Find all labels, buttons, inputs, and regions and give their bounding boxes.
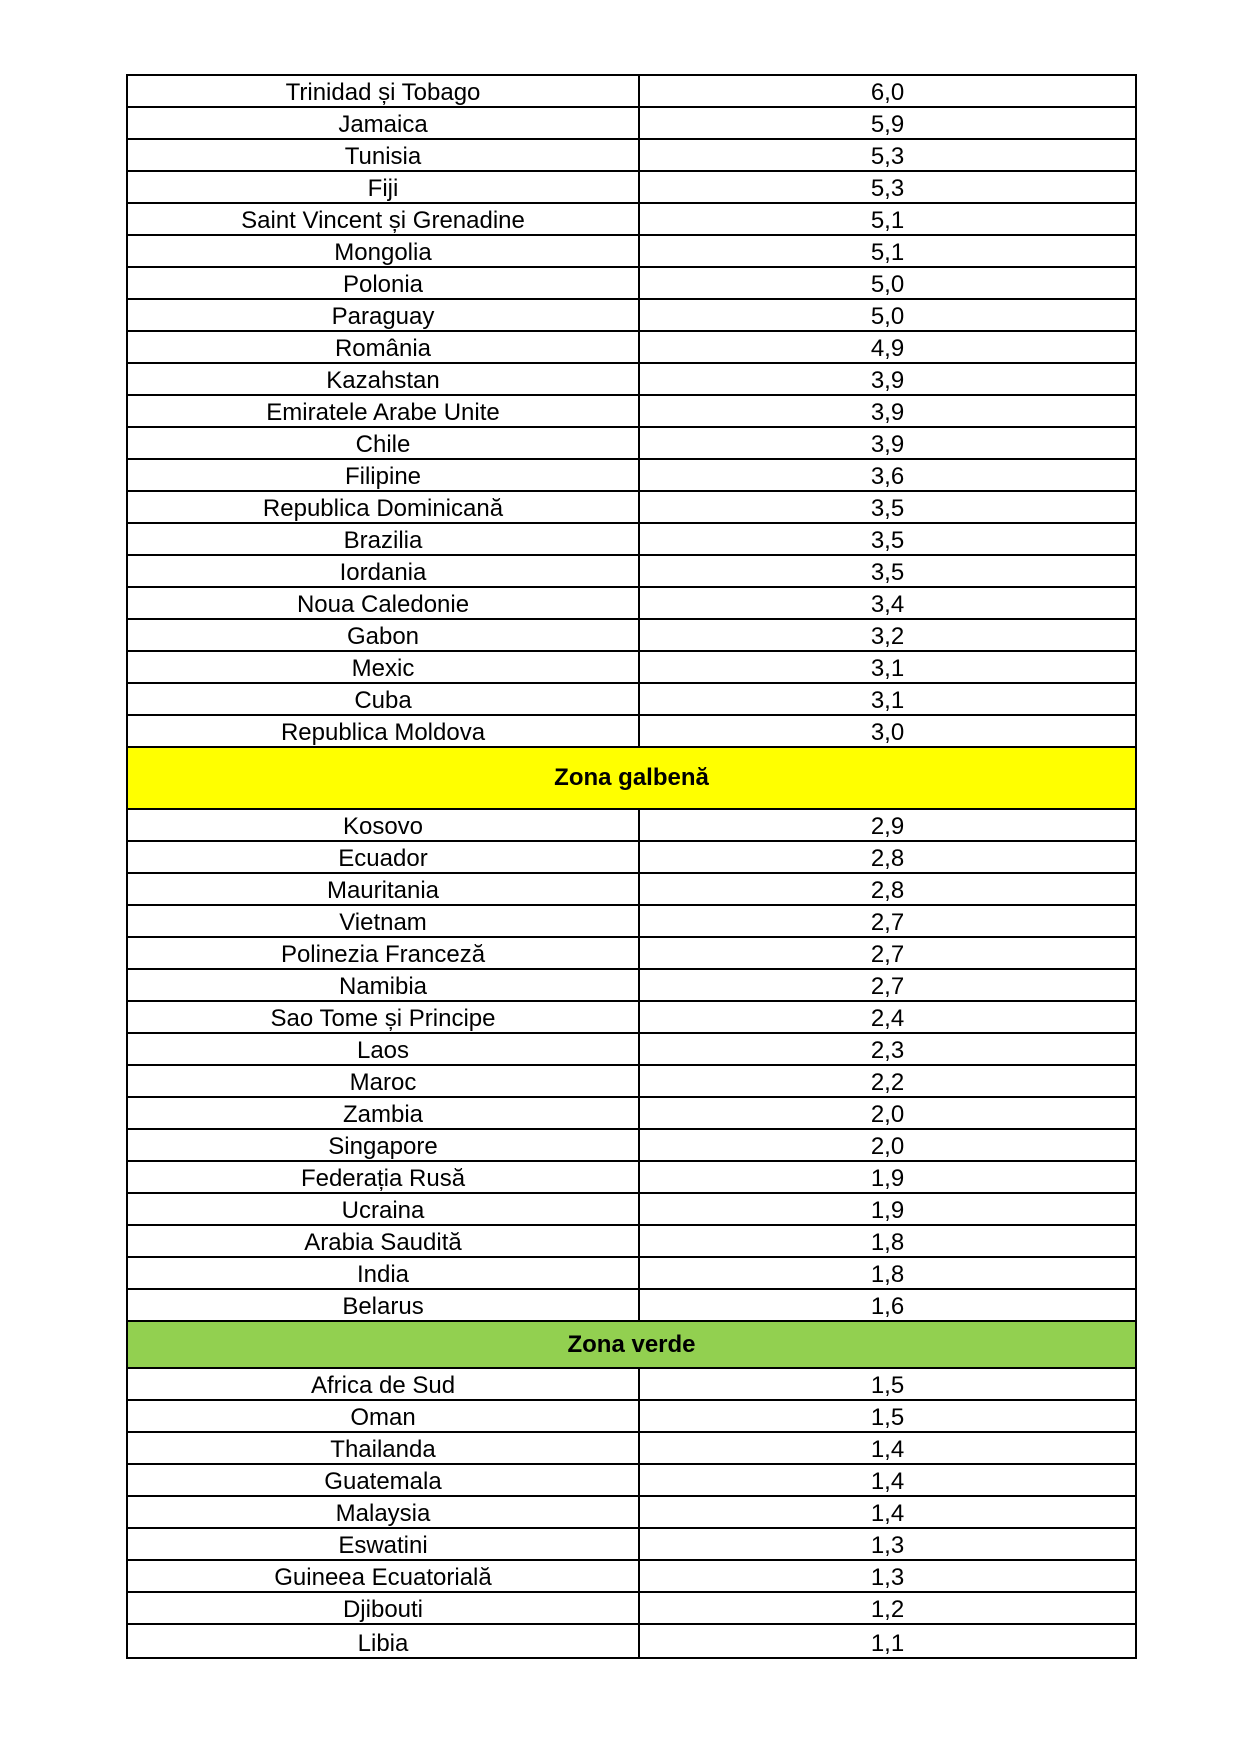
table-row	[128, 172, 1135, 204]
table-row	[128, 684, 1135, 716]
country-name: Malaysia	[128, 1497, 640, 1527]
incidence-value: 1,3	[870, 1564, 905, 1591]
table-row	[128, 1098, 1135, 1130]
table-row	[128, 588, 1135, 620]
country-name: Noua Caledonie	[128, 588, 640, 618]
incidence-value: 5,0	[870, 303, 905, 330]
incidence-value: 1,4	[870, 1468, 905, 1495]
country-name: Tunisia	[128, 140, 640, 170]
table-row	[128, 492, 1135, 524]
table-row	[128, 108, 1135, 140]
country-name: Polonia	[128, 268, 640, 298]
table-row	[128, 874, 1135, 906]
incidence-value: 3,0	[870, 719, 905, 746]
table-row	[128, 1290, 1135, 1322]
country-name: Namibia	[128, 970, 640, 1000]
incidence-value: 1,5	[870, 1404, 905, 1431]
table-row	[128, 1369, 1135, 1401]
country-name: Djibouti	[128, 1593, 640, 1623]
table-row	[128, 1130, 1135, 1162]
country-name: Libia	[128, 1625, 640, 1657]
table-row	[128, 970, 1135, 1002]
country-name: Mauritania	[128, 874, 640, 904]
table-row	[128, 1226, 1135, 1258]
table-row	[128, 1497, 1135, 1529]
country-name: Belarus	[128, 1290, 640, 1320]
incidence-value: 3,1	[870, 655, 905, 682]
country-name: Sao Tome și Principe	[128, 1002, 640, 1032]
country-name: România	[128, 332, 640, 362]
country-name: Filipine	[128, 460, 640, 490]
incidence-value: 2,7	[870, 941, 905, 968]
incidence-value: 1,9	[870, 1197, 905, 1224]
incidence-value: 5,3	[870, 143, 905, 170]
country-name: Ecuador	[128, 842, 640, 872]
country-name: Kosovo	[128, 810, 640, 840]
table-row	[128, 1066, 1135, 1098]
incidence-value: 2,7	[870, 973, 905, 1000]
table-row	[128, 1433, 1135, 1465]
incidence-value: 2,7	[870, 909, 905, 936]
country-name: Paraguay	[128, 300, 640, 330]
country-name: India	[128, 1258, 640, 1288]
incidence-value: 3,5	[870, 559, 905, 586]
table-row	[128, 428, 1135, 460]
table-row	[128, 1258, 1135, 1290]
table-row	[128, 842, 1135, 874]
table-row	[128, 236, 1135, 268]
incidence-value: 3,1	[870, 687, 905, 714]
incidence-value: 4,9	[870, 335, 905, 362]
incidence-value: 2,9	[870, 813, 905, 840]
country-name: Chile	[128, 428, 640, 458]
incidence-value: 5,1	[870, 239, 905, 266]
country-name: Arabia Saudită	[128, 1226, 640, 1256]
country-name: Vietnam	[128, 906, 640, 936]
country-name: Thailanda	[128, 1433, 640, 1463]
country-name: Republica Dominicană	[128, 492, 640, 522]
country-name: Iordania	[128, 556, 640, 586]
incidence-value: 1,5	[870, 1372, 905, 1399]
country-incidence-table	[126, 74, 1137, 1659]
incidence-value: 2,2	[870, 1069, 905, 1096]
incidence-value: 3,9	[870, 399, 905, 426]
incidence-value: 1,6	[870, 1293, 905, 1320]
incidence-value: 5,9	[870, 111, 905, 138]
table-row	[128, 1034, 1135, 1066]
incidence-value: 1,4	[870, 1436, 905, 1463]
country-name: Africa de Sud	[128, 1369, 640, 1399]
yellow-zone-header: Zona galbenă	[128, 748, 1135, 810]
country-name: Brazilia	[128, 524, 640, 554]
table-row	[128, 76, 1135, 108]
country-name: Federația Rusă	[128, 1162, 640, 1192]
table-row	[128, 1401, 1135, 1433]
country-name: Polinezia Franceză	[128, 938, 640, 968]
table-row	[128, 810, 1135, 842]
table-row	[128, 140, 1135, 172]
table-row	[128, 716, 1135, 748]
incidence-value: 3,2	[870, 623, 905, 650]
table-row	[128, 332, 1135, 364]
table-row	[128, 1625, 1135, 1657]
green-zone-header: Zona verde	[128, 1322, 1135, 1369]
table-row	[128, 906, 1135, 938]
table-row	[128, 556, 1135, 588]
table-row	[128, 1465, 1135, 1497]
country-name: Oman	[128, 1401, 640, 1431]
incidence-value: 3,5	[870, 527, 905, 554]
incidence-value: 2,8	[870, 877, 905, 904]
table-row	[128, 460, 1135, 492]
table-row	[128, 300, 1135, 332]
table-row	[128, 1194, 1135, 1226]
incidence-value: 1,4	[870, 1500, 905, 1527]
table-row	[128, 1561, 1135, 1593]
country-name: Cuba	[128, 684, 640, 714]
incidence-value: 1,8	[870, 1261, 905, 1288]
country-name: Trinidad și Tobago	[128, 76, 640, 106]
table-row	[128, 268, 1135, 300]
country-name: Fiji	[128, 172, 640, 202]
country-name: Laos	[128, 1034, 640, 1064]
incidence-value: 3,6	[870, 463, 905, 490]
incidence-value: 3,9	[870, 367, 905, 394]
country-name: Maroc	[128, 1066, 640, 1096]
country-name: Mexic	[128, 652, 640, 682]
incidence-value: 3,5	[870, 495, 905, 522]
table-row	[128, 1593, 1135, 1625]
table-row	[128, 1162, 1135, 1194]
table-row	[128, 938, 1135, 970]
table-row	[128, 620, 1135, 652]
incidence-value: 3,9	[870, 431, 905, 458]
country-name: Saint Vincent și Grenadine	[128, 204, 640, 234]
table-row	[128, 652, 1135, 684]
table-row	[128, 204, 1135, 236]
country-name: Gabon	[128, 620, 640, 650]
country-name: Emiratele Arabe Unite	[128, 396, 640, 426]
country-name: Mongolia	[128, 236, 640, 266]
incidence-value: 1,2	[870, 1596, 905, 1623]
incidence-value: 2,4	[870, 1005, 905, 1032]
incidence-value: 3,4	[870, 591, 905, 618]
country-name: Zambia	[128, 1098, 640, 1128]
incidence-value: 1,3	[870, 1532, 905, 1559]
incidence-value: 1,8	[870, 1229, 905, 1256]
incidence-value: 6,0	[870, 79, 905, 106]
country-name: Eswatini	[128, 1529, 640, 1559]
country-name: Kazahstan	[128, 364, 640, 394]
country-name: Jamaica	[128, 108, 640, 138]
incidence-value: 2,8	[870, 845, 905, 872]
country-name: Guatemala	[128, 1465, 640, 1495]
country-name: Republica Moldova	[128, 716, 640, 746]
country-name: Guineea Ecuatorială	[128, 1561, 640, 1591]
table-row	[128, 396, 1135, 428]
incidence-value: 1,9	[870, 1165, 905, 1192]
incidence-value: 2,3	[870, 1037, 905, 1064]
table-row	[128, 1002, 1135, 1034]
table-row	[128, 364, 1135, 396]
table-row	[128, 524, 1135, 556]
country-name: Singapore	[128, 1130, 640, 1160]
incidence-value: 5,1	[870, 207, 905, 234]
incidence-value: 2,0	[870, 1133, 905, 1160]
incidence-value: 2,0	[870, 1101, 905, 1128]
table-row	[128, 1529, 1135, 1561]
incidence-value: 1,1	[870, 1630, 905, 1657]
incidence-value: 5,3	[870, 175, 905, 202]
incidence-value: 5,0	[870, 271, 905, 298]
country-name: Ucraina	[128, 1194, 640, 1224]
